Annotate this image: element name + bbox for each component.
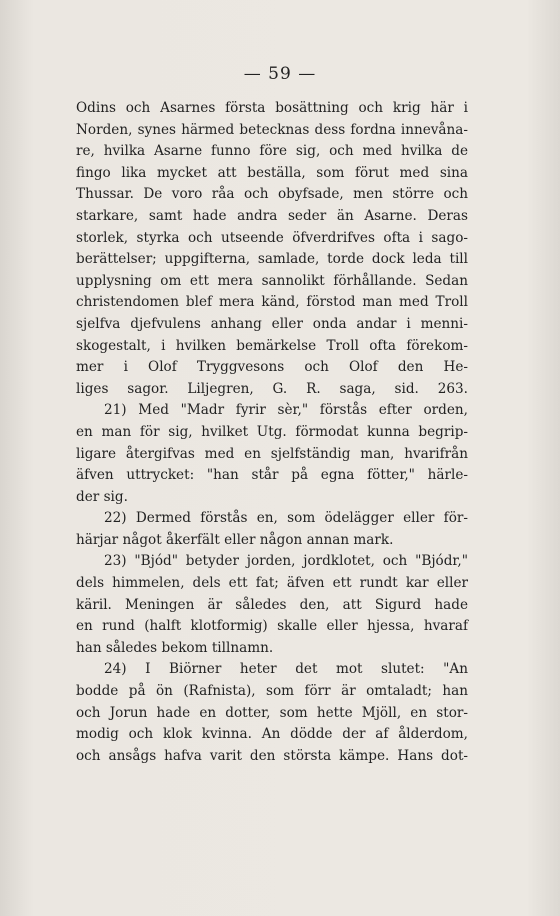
text-line: re, hvilka Asarne funno före sig, och med hvilka de [76,143,468,160]
text-line: modig och klok kvinna. An dödde der af ålderdom, [76,726,468,743]
text-line: mer i Olof Tryggvesons och Olof den He- [76,359,468,376]
footnote-23-line: 23) "Bjód" betyder jorden, jordklotet, och "Bjódr," [104,553,468,570]
text-line: och ansågs hafva varit den största kämpe. Hans dot- [76,747,468,764]
text-line: sjelfva djefvulens anhang eller onda andar i menni- [76,315,468,332]
text-line: fingo lika mycket att beställa, som förut med sina [76,164,468,181]
text-line: liges sagor. Liljegren, G. R. saga, sid. 263. [76,380,468,397]
footnote-22-line: 22) Dermed förstås en, som ödelägger eller för- [104,510,468,527]
text-line: han således bekom tillnamn. [76,639,274,656]
text-line: skogestalt, i hvilken bemärkelse Troll ofta förekom- [76,337,468,354]
text-line: berättelser; uppgifterna, samlade, torde dock leda till [76,251,468,268]
text-line: storlek, styrka och utseende öfverdrifves ofta i sago- [76,229,468,246]
text-line: Norden, synes härmed betecknas dess fordna innevåna- [76,121,468,138]
text-line: der sig. [76,488,128,505]
text-line: ligare återgifvas med en sjelfständig man, hvarifrån [76,445,468,462]
footnote-21-line: 21) Med "Madr fyrir sèr," förstås efter orden, [104,402,468,419]
text-line: bodde på ön (Rafnista), som förr är omtaladt; han [76,683,468,700]
text-line: Odins och Asarnes första bosättning och krig här i [76,100,468,116]
text-line: en man för sig, hvilket Utg. förmodat kunna begrip- [76,423,468,440]
page-number: — 59 — [243,64,317,84]
text-line: Thussar. De voro råa och obyfsade, men större och [76,186,468,203]
text-line: en rund (halft klotformig) skalle eller hjessa, hvaraf [76,618,468,635]
footnote-24-line: 24) I Biörner heter det mot slutet: "An [104,661,468,678]
text-line: härjar något åkerfält eller någon annan mark. [76,531,394,548]
text-line: och Jorun hade en dotter, som hette Mjöll, en stor- [76,704,468,721]
text-line: upplysning om ett mera sannolikt förhållande. Sedan [76,272,468,289]
text-line: dels himmelen, dels ett fat; äfven ett rundt kar eller [76,575,468,592]
text-line: äfven uttrycket: "han står på egna fötter," härle- [76,467,468,484]
text-line: käril. Meningen är således den, att Sigurd hade [76,596,468,613]
body-text [76,98,468,767]
text-line: christendomen blef mera känd, förstod man med Troll [76,294,468,311]
text-line: starkare, samt hade andra seder än Asarne. Deras [76,207,468,224]
